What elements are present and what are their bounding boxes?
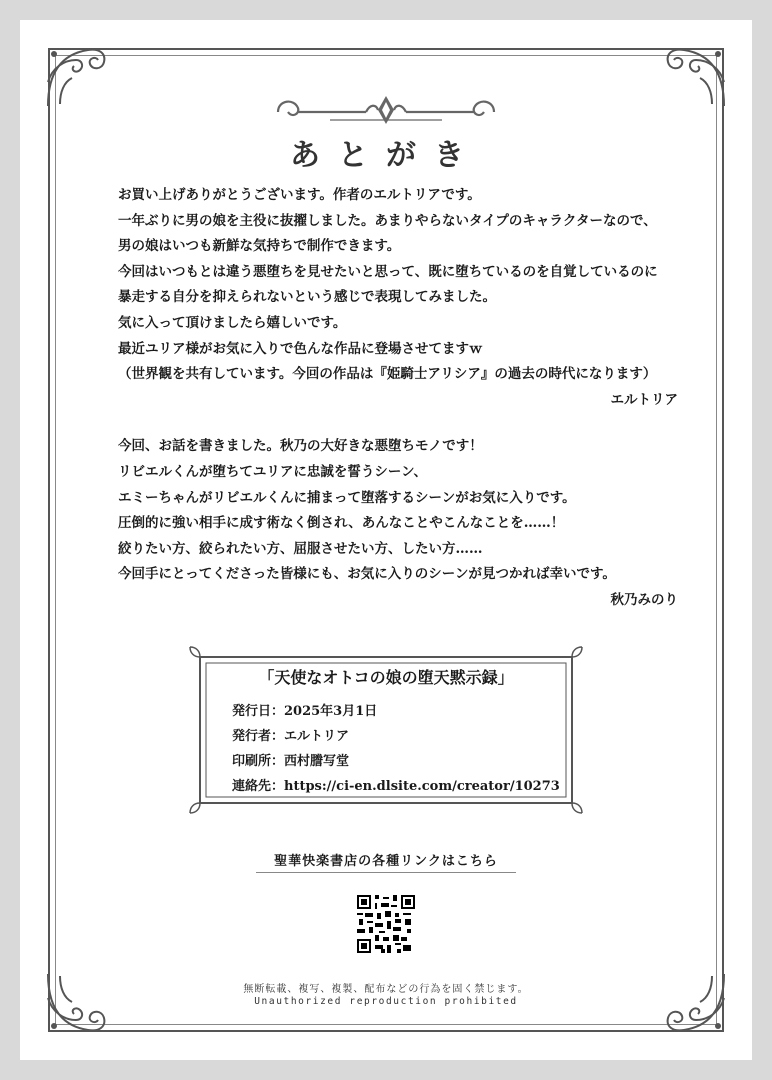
colophon-details — [232, 699, 560, 799]
afterword-line: 暴走する自分を抑えられないという感じで表現してみました。 — [118, 289, 496, 306]
copyright-notice-jp: 無断転載、複写、複製、配布などの行為を固く禁じます。 — [243, 984, 529, 995]
afterword-line: 一年ぶりに男の娘を主役に抜擢しました。あまりやらないタイプのキャラクターなので、 — [118, 212, 657, 229]
afterword-line: 気に入って頂けましたら嬉しいです。 — [118, 314, 347, 331]
page-title: あとがき — [290, 138, 482, 173]
afterword-line: 圧倒的に強い相手に成す術なく倒され、あんなことやこんなことを……！ — [118, 515, 565, 532]
afterword-line: エミーちゃんがリビエルくんに捕まって堕落するシーンがお気に入りです。 — [118, 489, 576, 506]
corner-flourish-icon — [42, 42, 112, 112]
afterword-line: 今回手にとってくださった皆様にも、お気に入りのシーンが見つかれば幸いです。 — [118, 566, 616, 583]
title-ornament-icon — [270, 90, 502, 130]
colophon-box — [188, 645, 584, 815]
issue-date: 発行日：2025年3月1日 — [232, 704, 378, 719]
corner-flourish-icon — [660, 42, 730, 112]
publisher: 発行者：エルトリア — [232, 729, 350, 744]
afterword-line: （世界観を共有しています。今回の作品は『姫騎士アリシア』の過去の時代になります） — [118, 366, 657, 383]
divider — [256, 872, 516, 873]
afterword-body — [118, 183, 678, 614]
contact-url[interactable]: 連絡先：https://ci-en.dlsite.com/creator/10273 — [232, 779, 560, 794]
page — [20, 20, 752, 1060]
afterword-line: 今回、お話を書きました。秋乃の大好きな悪堕ちモノです！ — [118, 438, 483, 455]
afterword-line: 男の娘はいつも新鮮な気持ちで制作できます。 — [118, 238, 401, 255]
signature-writer: 秋乃みのり — [610, 591, 678, 608]
signature-author: エルトリア — [610, 391, 678, 408]
afterword-line: 今回はいつもとは違う悪堕ちを見せたいと思って、既に堕ちているのを自覚しているのに — [118, 263, 658, 280]
afterword-line: 最近ユリア様がお気に入りで色んな作品に登場させてますｗ — [118, 340, 483, 357]
qr-code-icon[interactable] — [357, 895, 415, 953]
copyright-notice-en: Unauthorized reproduction prohibited — [254, 996, 518, 1007]
book-title: 「天使なオトコの娘の堕天黙示録」 — [258, 668, 514, 687]
afterword-line: お買い上げありがとうございます。作者のエルトリアです。 — [118, 187, 481, 203]
printer: 印刷所：西村謄写堂 — [232, 754, 350, 769]
links-heading: 聖華快楽書店の各種リンクはこちら — [274, 854, 498, 869]
afterword-line: リビエルくんが堕ちてユリアに忠誠を誓うシーン、 — [118, 463, 428, 480]
afterword-line: 絞りたい方、絞られたい方、屈服させたい方、したい方…… — [118, 540, 483, 557]
